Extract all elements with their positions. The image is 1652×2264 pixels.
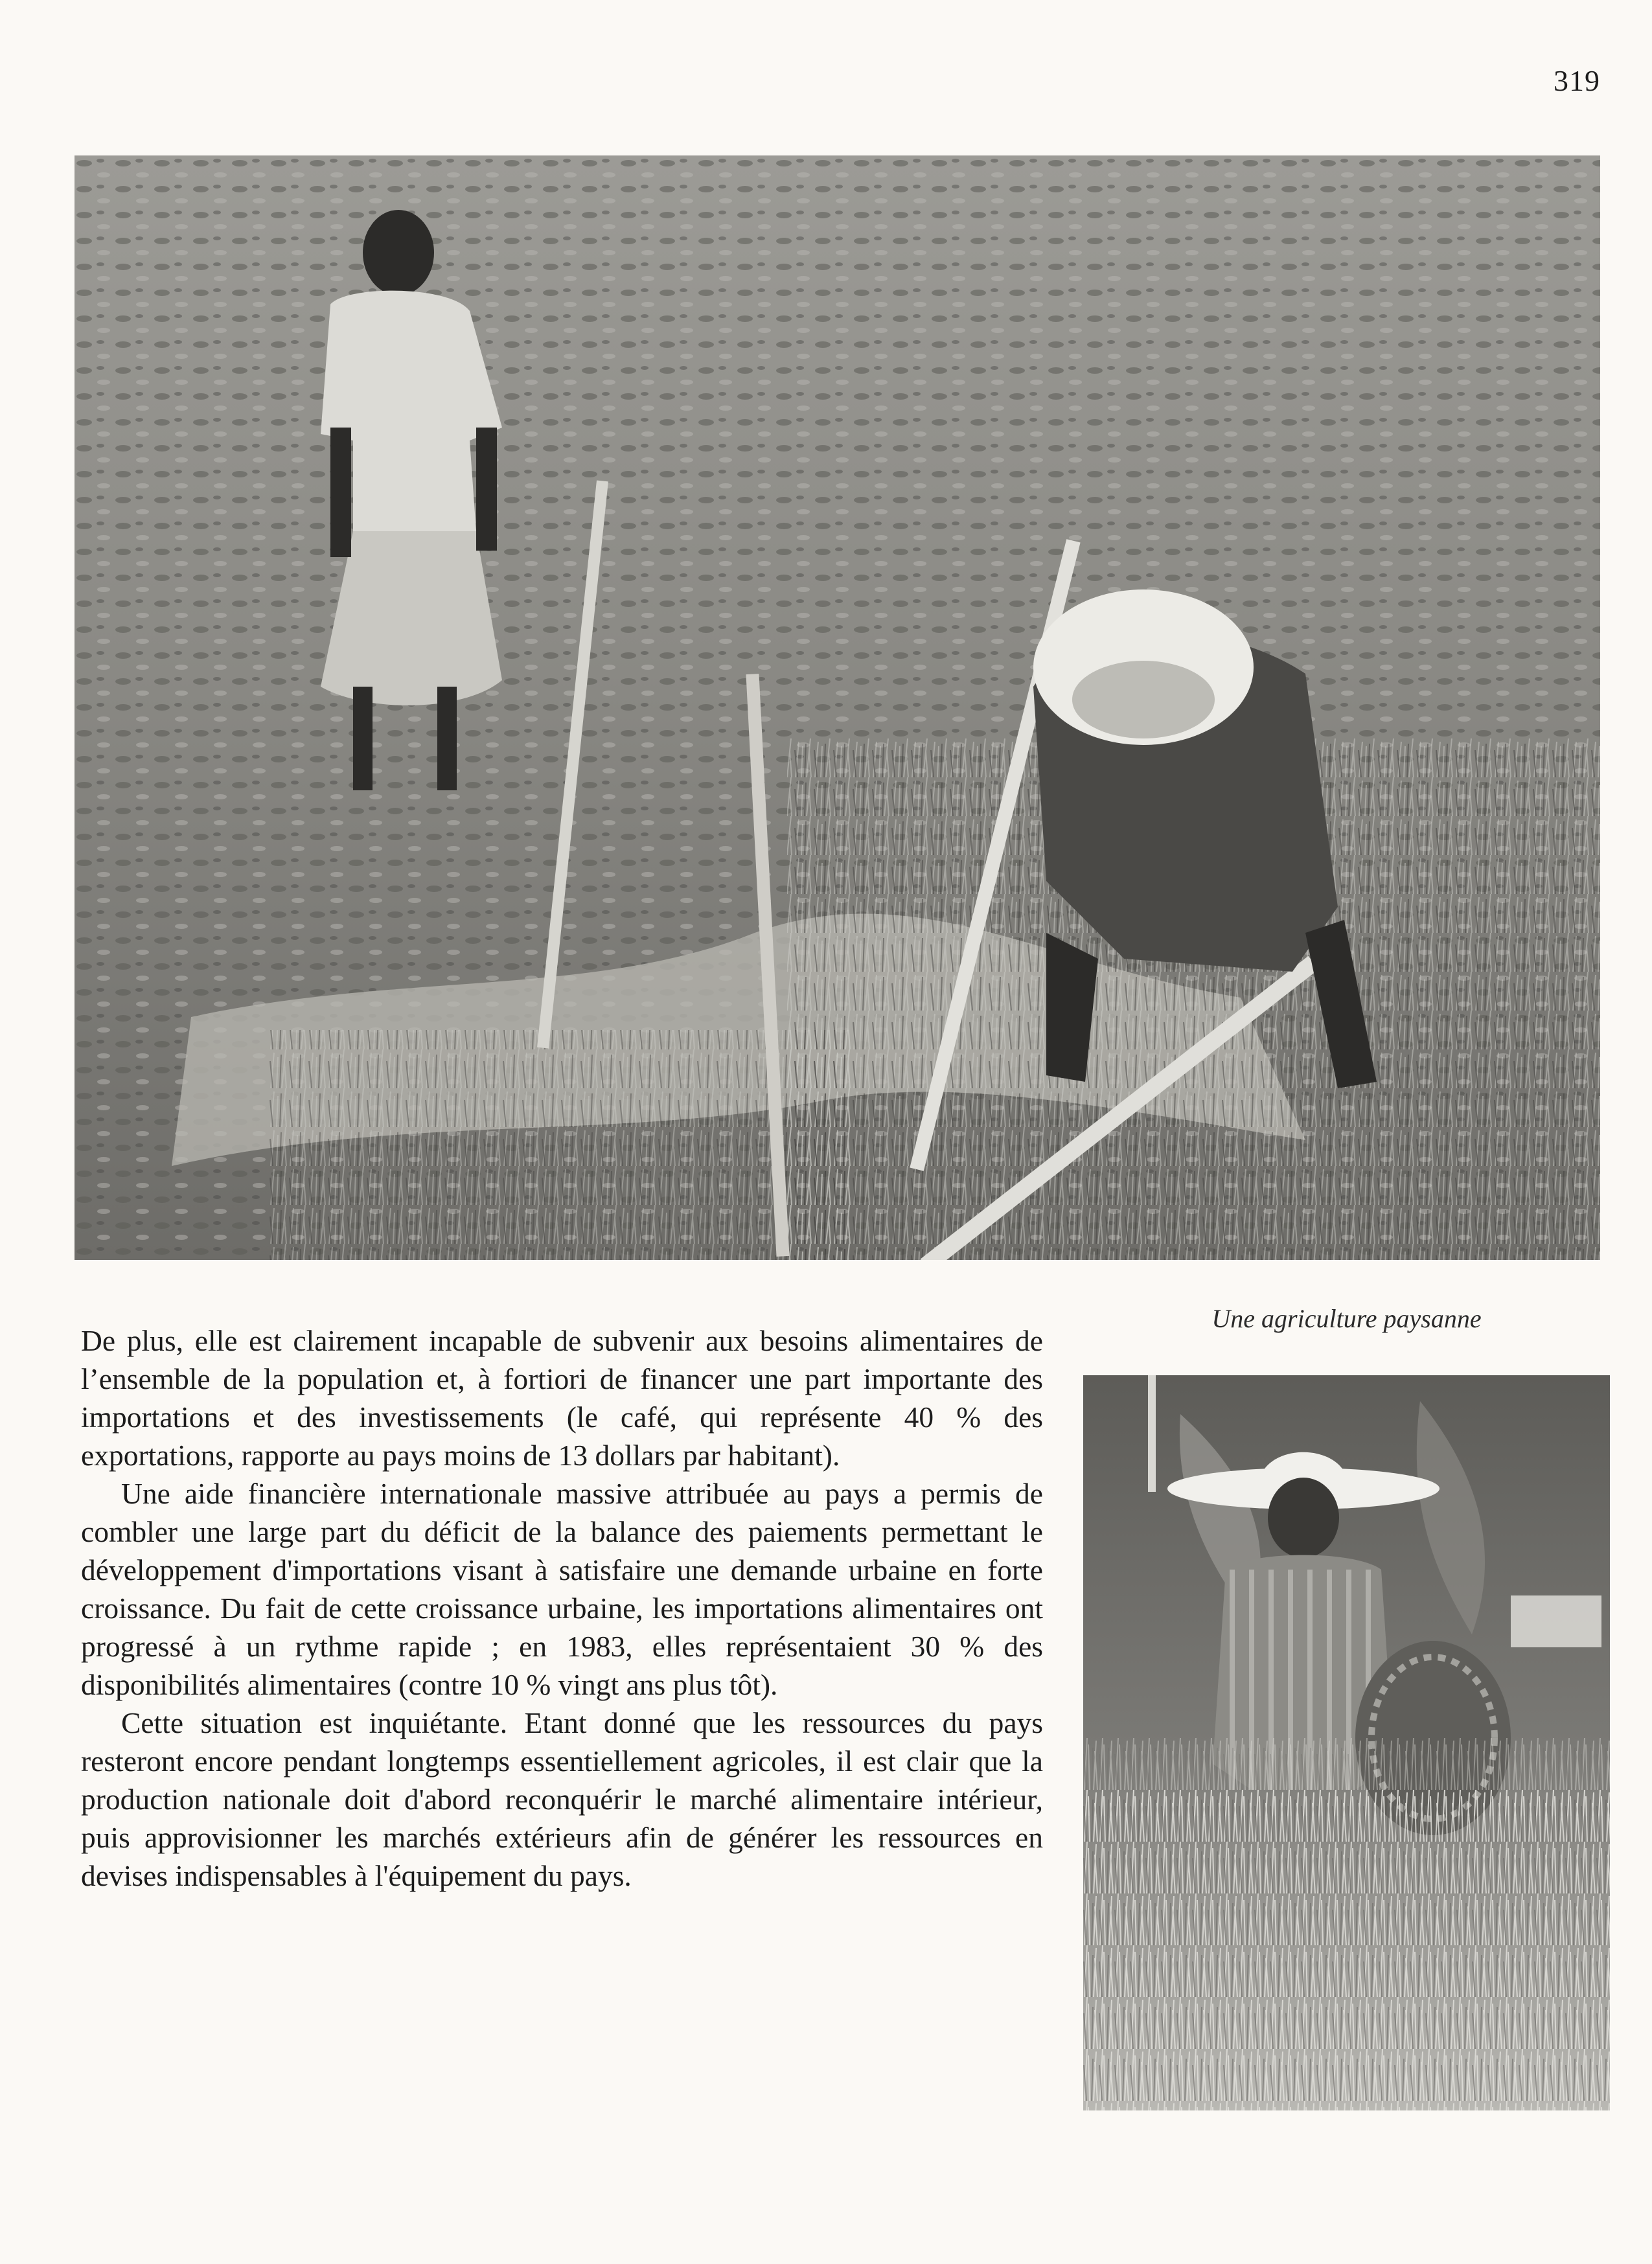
paragraph-3: Cette situation est inquiétante. Etant donné que les ressources du pays resteront encore pendant longtemps essentiellement agricoles, il est clair que la production nationale doit d'abord reconquérir le marché alimentaire intérieur, puis approvisionner les marchés extérieurs afin de générer les ressources en devises indispensables à l'équipement du pays. [81, 1706, 1043, 1892]
body-text [81, 1321, 1043, 1895]
photo-caption: Une agriculture paysanne [1211, 1304, 1482, 1333]
page-number: 319 [1554, 64, 1600, 97]
side-photo [1083, 1375, 1610, 2110]
top-photo [75, 155, 1600, 1260]
photo-farmers-in-rice-field [75, 155, 1600, 1260]
paragraph-1: De plus, elle est clairement incapable de subvenir aux besoins alimentaires de l’ensemble de la population et, à fortiori de financer une part importante des importations et des investissements (le café, qui représente 40 % des exportations, rapporte au pays moins de 13 dollars par habitant). [81, 1324, 1043, 1472]
photo-farmer-with-basket [1083, 1375, 1610, 2110]
paragraph-2: Une aide financière internationale massive attribuée au pays a permis de combler une large part du déficit de la balance des paiements permettant le développement d'importations visant à satisfaire une demande urbaine en forte croissance. Du fait de cette croissance urbaine, les importations alimentaires ont progressé à un rythme rapide ; en 1983, elles représentaient 30 % des disponibilités alimentaires (contre 10 % vingt ans plus tôt). [81, 1477, 1043, 1701]
